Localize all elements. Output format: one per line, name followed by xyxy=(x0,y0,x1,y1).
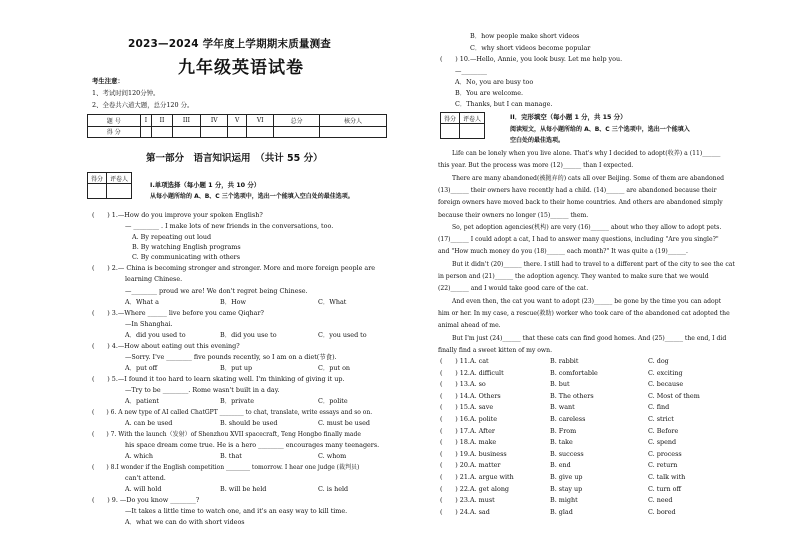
question-9-line: —It takes a little time to watch one, and it's an easy way to kill time. xyxy=(125,507,348,515)
question-7-option-c: C. whom xyxy=(318,452,347,460)
question-2-option-b: B．How xyxy=(220,298,246,306)
score-cell: 总分 xyxy=(274,115,320,127)
cloze-question: ( ) 19.A. business xyxy=(440,449,507,458)
question-4-option-c: C．put on xyxy=(318,364,351,372)
score-cell xyxy=(247,126,274,138)
cloze-option-b: B. glad xyxy=(550,507,573,516)
cloze-question: ( ) 21.A. argue with xyxy=(440,473,514,481)
part1-heading: 第一部分 语言知识运用 （共计 55 分） xyxy=(146,153,323,164)
part2-grader-box xyxy=(440,112,485,139)
question-2-option-a: A．What a xyxy=(125,298,159,306)
question-5-line: —Try to be ________. Rome wasn't built in a day. xyxy=(125,386,280,394)
question-1-option-c: C. By communicating with others xyxy=(132,253,241,261)
question-4: ( ) 4.—How about eating out this evening? xyxy=(92,342,240,350)
section2-title: II．完形填空（每小题 1 分，共 15 分） xyxy=(510,113,627,121)
cloze-question: ( ) 17.A. After xyxy=(440,426,495,435)
cloze-option-b: B. stay up xyxy=(550,484,583,493)
grader-score-label: 得分 xyxy=(88,173,107,184)
question-8-option-a: A. will hold xyxy=(125,485,162,493)
cloze-option-b: B. The others xyxy=(550,391,594,400)
question-3-line: —In Shanghai. xyxy=(125,320,173,328)
grader-name-label: 评卷人 xyxy=(460,113,485,124)
cloze-option-c: C. because xyxy=(648,380,684,389)
question-2-line: —________ proud we are! We don't regret being Chinese. xyxy=(125,287,308,295)
question-1: ( ) 1.—How do you improve your spoken English? xyxy=(92,211,263,219)
cloze-question: ( ) 24.A. sad xyxy=(440,507,490,516)
cloze-option-b: B. might xyxy=(550,496,578,505)
score-cell: III xyxy=(172,115,201,127)
score-cell: 题 号 xyxy=(88,115,141,127)
question-9: ( ) 9. —Do you know ________? xyxy=(92,496,200,504)
question-7-option-b: B. that xyxy=(220,452,242,460)
question-6-option-a: A. can be used xyxy=(125,419,173,427)
question-10-option-a: A．No, you are busy too xyxy=(455,78,534,86)
question-2-option-c: C．What xyxy=(318,298,347,306)
question-5-option-a: A．patient xyxy=(125,397,159,405)
score-cell xyxy=(320,126,387,138)
question-7: ( ) 7. With the launch（发射）of Shenzhou XVII spacecraft, Teng Hongbo finally made xyxy=(92,431,361,438)
question-9-option-b: B．how people make short videos xyxy=(470,32,580,40)
question-8: ( ) 8.I wonder if the English competition ________ tomorrow. I hear one judge (裁判员) xyxy=(92,464,360,471)
cloze-option-b: B. want xyxy=(550,403,575,412)
question-10-option-b: B．You are welcome. xyxy=(455,89,524,97)
score-cell: II xyxy=(152,115,172,127)
grader-name-cell xyxy=(460,124,485,139)
score-cell: VI xyxy=(247,115,274,127)
cloze-option-b: B. but xyxy=(550,380,570,389)
question-3-option-c: C．you used to xyxy=(318,331,367,339)
score-cell: 核分人 xyxy=(320,115,387,127)
cloze-option-b: B. rabbit xyxy=(550,357,579,365)
question-4-option-b: B．put up xyxy=(220,364,253,372)
cloze-option-b: B. take xyxy=(550,438,573,447)
score-cell xyxy=(152,126,172,138)
passage-line: because their owners no longer (15)______ them. xyxy=(438,211,589,219)
question-6: ( ) 6. A new type of AI called ChatGPT ________ to chat, translate, write essays and so on. xyxy=(92,409,373,416)
passage-line: There are many abandoned(被抛弃的) cats all over Beijing. Some of them are abandoned xyxy=(452,174,725,182)
passage-line: So, pet adoption agencies(机构) are very (16)______ about who they allow to adopt pets. xyxy=(452,223,722,231)
question-3: ( ) 3.—Where ______ live before you came Qiqhar? xyxy=(92,309,264,317)
question-1-line: — ________ . I make lots of new friends in the conversations, too. xyxy=(125,222,334,230)
cloze-question: ( ) 22.A. get along xyxy=(440,484,510,493)
question-4-option-a: A．put off xyxy=(125,364,158,372)
question-3-option-b: B．did you use to xyxy=(220,331,277,339)
passage-line: But it didn't (20)______ there. I still had to travel to a different part of the city to see the cat xyxy=(452,260,735,268)
cloze-question: ( ) 12.A. difficult xyxy=(440,368,504,377)
passage-line: finally find a sweet kitten of my own. xyxy=(438,346,553,354)
cloze-option-c: C. talk with xyxy=(648,473,686,481)
question-7-option-a: A. which xyxy=(125,452,154,460)
score-table-score-row xyxy=(88,126,387,138)
cloze-question: ( ) 13.A. so xyxy=(440,380,486,389)
cloze-option-b: B. From xyxy=(550,426,577,435)
question-10-option-c: C．Thanks, but I can manage. xyxy=(455,100,553,108)
cloze-option-c: C. return xyxy=(648,461,678,470)
passage-line: (13)______ their owners have recently had a child. (14)______ are abandoned because their xyxy=(438,186,717,194)
question-2: ( ) 2.— China is becoming stronger and stronger. More and more foreign people are xyxy=(92,264,376,272)
cloze-option-c: C. spend xyxy=(648,438,677,447)
cloze-question: ( ) 18.A. make xyxy=(440,438,497,447)
cloze-option-c: C. need xyxy=(648,496,673,505)
score-cell: 得 分 xyxy=(88,126,141,138)
passage-line: And even then, the cat you want to adopt (23)______ be gone by the time you can adopt xyxy=(452,297,722,305)
cloze-option-b: B. comfortable xyxy=(550,368,598,377)
question-5-option-b: B．private xyxy=(220,397,255,405)
question-6-option-c: C. must be used xyxy=(318,419,370,427)
question-1-option-b: B. By watching English programs xyxy=(132,243,241,251)
cloze-question: ( ) 16.A. polite xyxy=(440,415,498,423)
grader-score-cell xyxy=(88,184,107,199)
passage-line: (17)______ I could adopt a cat, I had to answer many questions, including "Are you single?" xyxy=(438,236,719,244)
question-5: ( ) 5.—I found it too hard to learn skating well. I'm thinking of giving it up. xyxy=(92,375,345,383)
question-10: ( ) 10.—Hello, Annie, you look busy. Let me help you. xyxy=(440,55,623,63)
grader-score-cell xyxy=(441,124,460,139)
cloze-option-b: B. give up xyxy=(550,473,583,481)
section1-title: I.单项选择（每小题 1 分，共 10 分） xyxy=(150,181,261,189)
cloze-option-c: C. strict xyxy=(648,415,674,423)
score-cell xyxy=(172,126,201,138)
score-cell xyxy=(201,126,228,138)
passage-line: in person and (21)______ the adoption agency. They wanted to make sure that we would xyxy=(438,273,709,280)
cloze-option-c: C. find xyxy=(648,403,670,412)
cloze-option-c: C. process xyxy=(648,449,682,458)
score-cell xyxy=(140,126,152,138)
score-cell xyxy=(228,126,247,138)
cloze-option-c: C. Before xyxy=(648,426,679,435)
question-9-option-c: C．why short videos become popular xyxy=(470,44,591,52)
score-cell: I xyxy=(140,115,152,127)
score-cell: IV xyxy=(201,115,228,127)
question-6-option-b: B. should be used xyxy=(220,419,278,427)
passage-line: Life can be lonely when you live alone. That's why I decided to adopt(收养) a (11)______ xyxy=(452,150,721,157)
cloze-option-c: C. Most of them xyxy=(648,391,700,400)
question-3-option-a: A．did you used to xyxy=(125,331,186,339)
cloze-option-c: C. exciting xyxy=(648,368,683,377)
score-cell: V xyxy=(228,115,247,127)
cloze-option-b: B. end xyxy=(550,461,571,470)
cloze-question: ( ) 20.A. matter xyxy=(440,461,501,470)
grader-score-label: 得分 xyxy=(441,113,460,124)
cloze-option-c: C. bored xyxy=(648,507,676,516)
question-8-option-c: C. is held xyxy=(318,485,349,493)
cloze-question: ( ) 23.A. must xyxy=(440,496,495,505)
question-1-option-a: A. By repeating out loud xyxy=(132,233,212,241)
grader-name-label: 评卷人 xyxy=(107,173,132,184)
passage-line: (22)______ and I would take good care of the cat. xyxy=(438,285,589,293)
question-2-line: learning Chinese. xyxy=(125,275,183,283)
note-time: 1、考试时间120分钟。 xyxy=(92,89,160,97)
cloze-option-b: B. careless xyxy=(550,415,586,423)
question-9-option-a: A．what we can do with short videos xyxy=(125,518,245,526)
grader-name-cell xyxy=(107,184,132,199)
question-8-option-b: B. will be held xyxy=(220,485,267,493)
passage-line: and "How much money do you (18)______ each month?" It was quite a (19)______. xyxy=(438,248,688,256)
section2-desc-cont: 空白处的最佳选项。 xyxy=(510,137,565,144)
passage-line: foreign owners have moved back to their home countries. And others are abandoned simply xyxy=(438,199,723,207)
question-7-line: his space dream come true. He is a hero ________ encourages many teenagers. xyxy=(125,441,380,449)
passage-line: animal ahead of me. xyxy=(438,322,501,330)
section2-desc: 阅读短文，从每小题所给的 A、B、C 三个选项中，选出一个能填入 xyxy=(510,126,690,133)
question-4-line: —Sorry. I've ________ five pounds recently, so I am on a diet(节食). xyxy=(125,353,337,361)
exam-year-title: 2023—2024 学年度上学期期末质量测查 xyxy=(128,38,332,50)
passage-line: him or her. In my case, a rescue(救助) worker who took care of the abandoned cat adopted the xyxy=(438,309,730,317)
score-cell xyxy=(274,126,320,138)
cloze-question: ( ) 14.A. Others xyxy=(440,391,501,400)
score-table-header-row xyxy=(88,115,387,127)
passage-line: this year. But the process was more (12)______ than I expected. xyxy=(438,162,634,170)
question-10-blank: —________ xyxy=(455,67,487,75)
section1-desc: 从每小题所给的 A、B、C 三个选项中，选出一个能填入空白处的最佳选项。 xyxy=(150,193,354,200)
note-total: 2、全卷共六道大题，总分120 分。 xyxy=(92,101,194,109)
cloze-option-c: C. dog xyxy=(648,357,669,365)
cloze-question: ( ) 11.A. cat xyxy=(440,357,489,365)
score-table xyxy=(87,114,387,138)
passage-line: But I'm just (24)______ that these cats can find good homes. And (25)______ the end, I did xyxy=(452,334,727,342)
cloze-option-b: B. success xyxy=(550,449,584,458)
question-5-option-c: C．polite xyxy=(318,397,348,405)
part1-grader-box xyxy=(87,172,132,199)
notes-title: 考生注意： xyxy=(92,77,124,85)
exam-title: 九年级英语试卷 xyxy=(178,58,304,78)
cloze-option-c: C. turn off xyxy=(648,484,681,493)
question-8-line: can't attend. xyxy=(125,474,166,482)
cloze-question: ( ) 15.A. save xyxy=(440,403,494,412)
